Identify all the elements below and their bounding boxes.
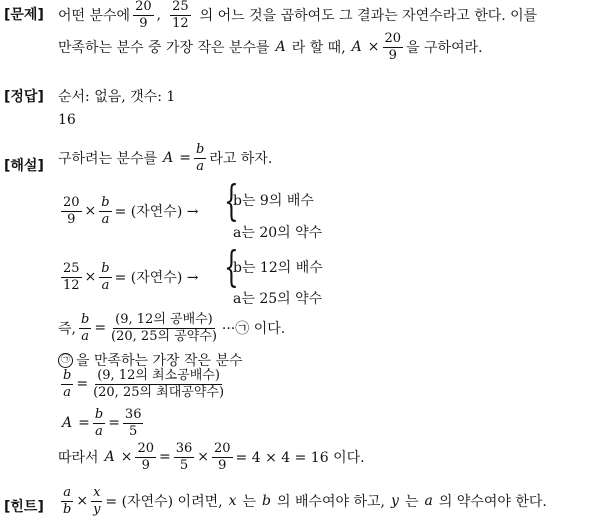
hint-line: $\frac{a}{b}$ × $\frac{x}{y}$ = (자연수) 이려면, x 는 b 의 배수여야 하고, y 는 a 의 약수여야 한다. [63,485,547,517]
solution-line-5: ㉠ 을 만족하는 가장 작은 분수 [58,350,243,370]
fraction-20-9: $\frac{20}{9}$ [135,0,152,31]
solution-line-4: 즉, $\frac{b}{a}$ = $\frac{\text{(9, 12의 공배수)}}{\text{(20, 25의 공약수)}}$ ···㉠ 이다. [58,312,286,344]
brace: { [224,242,239,291]
answer-tag: [정답] [4,89,44,105]
condition-row-2: $\frac{25}{12}$ × $\frac{b}{a}$ = (자연수) → [63,261,199,293]
problem-line-2: 만족하는 분수 중 가장 작은 분수를 A 라 할 때, A × $\frac{20}{9}$ 을 구하여라. [58,31,483,63]
problem-text: 의 어느 것을 곱하여도 그 결과는 자연수라고 한다. 이를 [199,8,538,25]
answer-line: 순서: 없음, 갯수: 1 [58,89,176,105]
condition-a-divisor-25: a는 25의 약수 [233,291,323,307]
fraction-20-9: $\frac{20}{9}$ [384,31,402,63]
condition-b-multiple-12: b는 12의 배수 [233,260,323,276]
solution-line-7: A = $\frac{b}{a}$ = $\frac{36}{5}$ [62,407,142,439]
condition-a-divisor-20: a는 20의 약수 [233,225,323,241]
solution-line-1: 구하려는 분수를 A = $\frac{b}{a}$ 라고 하자. [58,142,273,174]
problem-line-1: 어떤 분수에 $\frac{20}{9}$ , $\frac{25}{12}$ 의 어느 것을 곱하여도 그 결과는 자연수라고 한다. 이를 [58,0,538,31]
problem-text: 어떤 분수에 [58,8,131,25]
fraction-25-12: $\frac{25}{12}$ [172,0,189,31]
solution-line-8: 따라서 A × $\frac{20}{9}$ = $\frac{36}{5}$ × $\frac{20}{9}$ = 4 × 4 = 16 이다. [58,441,365,473]
solution-line-6: $\frac{b}{a}$ = $\frac{\text{(9, 12의 최소공배수)}}{\text{(20, 25의 최대공약수)}}$ [63,368,225,400]
circled-letter-icon: ㉠ [58,353,73,368]
condition-b-multiple-9: b는 9의 배수 [233,193,314,209]
answer-value: 16 [58,112,76,128]
hint-tag: [힌트] [4,499,44,515]
solution-tag: [해설] [4,158,44,174]
problem-tag: [문제] [4,7,44,23]
condition-row-1: $\frac{20}{9}$ × $\frac{b}{a}$ = (자연수) → [63,195,199,227]
brace: { [224,176,239,225]
